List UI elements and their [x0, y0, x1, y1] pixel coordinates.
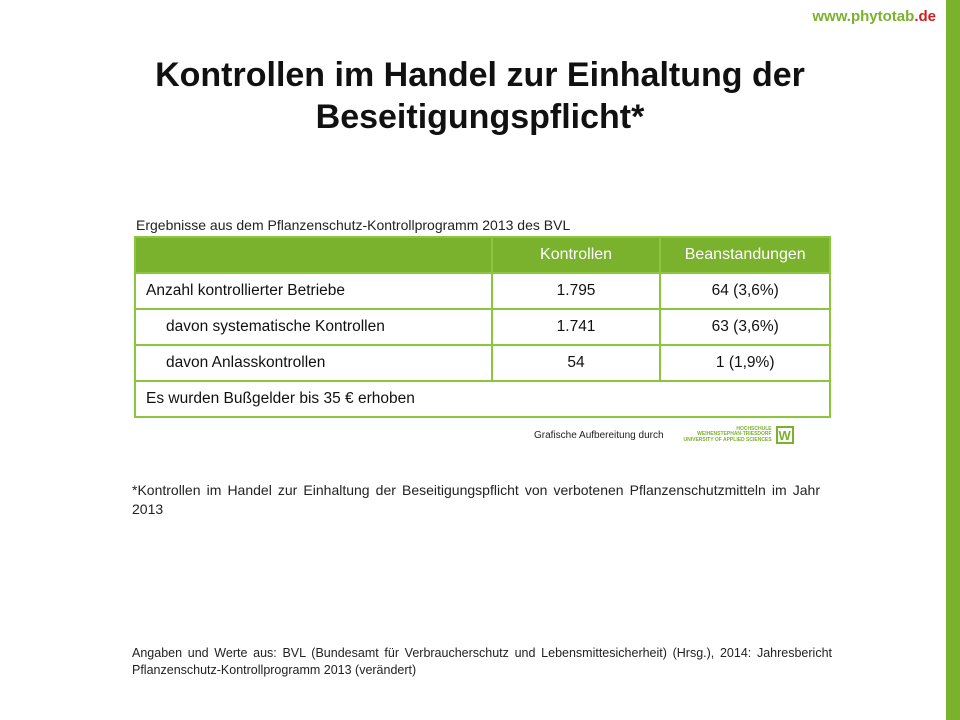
logo-line-2: WEIHENSTEPHAN-TRIESDORF	[697, 431, 772, 438]
table-row	[135, 309, 830, 345]
row-kontrollen: 54	[492, 345, 661, 381]
logo-text	[684, 427, 772, 444]
graphics-credit	[534, 426, 794, 444]
table-footer-cell: Es wurden Bußgelder bis 35 € erhoben	[135, 381, 830, 417]
logo-line-1: HOCHSCHULE	[736, 425, 772, 432]
source-citation: Angaben und Werte aus: BVL (Bundesamt für Verbraucherschutz und Lebensmittesicherheit) (Hrsg.), 2014: Jahresbericht Pflanzenschutz-Kontrollprogramm 2013 (verändert)	[132, 646, 832, 677]
row-kontrollen: 1.795	[492, 273, 661, 309]
university-logo[interactable]	[684, 426, 794, 444]
page-title: Kontrollen im Handel zur Einhaltung der Beseitigungspflicht*	[155, 56, 805, 136]
row-kontrollen: 1.741	[492, 309, 661, 345]
site-url-prefix: www.phytotab	[812, 8, 915, 25]
row-label: Anzahl kontrollierter Betriebe	[135, 273, 492, 309]
row-beanstandungen: 64 (3,6%)	[660, 273, 830, 309]
row-label: davon systematische Kontrollen	[135, 309, 492, 345]
logo-mark-icon: W	[776, 426, 794, 444]
table-header-row	[135, 237, 830, 273]
header-kontrollen: Kontrollen	[492, 237, 661, 273]
header-empty-cell	[135, 237, 492, 273]
row-label: davon Anlasskontrollen	[135, 345, 492, 381]
accent-side-bar	[946, 0, 960, 720]
table-row	[135, 345, 830, 381]
footnote: *Kontrollen im Handel zur Einhaltung der Beseitigungspflicht von verbotenen Pflanzenschutzmitteln im Jahr 2013	[132, 482, 820, 517]
site-url-tld: .de	[914, 8, 936, 25]
header-beanstandungen: Beanstandungen	[660, 237, 830, 273]
row-beanstandungen: 63 (3,6%)	[660, 309, 830, 345]
results-table	[134, 236, 831, 418]
site-url[interactable]	[812, 8, 936, 25]
logo-line-3: UNIVERSITY OF APPLIED SCIENCES	[683, 436, 772, 443]
row-beanstandungen: 1 (1,9%)	[660, 345, 830, 381]
table-footer-row	[135, 381, 830, 417]
table-caption: Ergebnisse aus dem Pflanzenschutz-Kontrollprogramm 2013 des BVL	[136, 217, 571, 233]
credit-text: Grafische Aufbereitung durch	[534, 429, 664, 441]
table-row	[135, 273, 830, 309]
